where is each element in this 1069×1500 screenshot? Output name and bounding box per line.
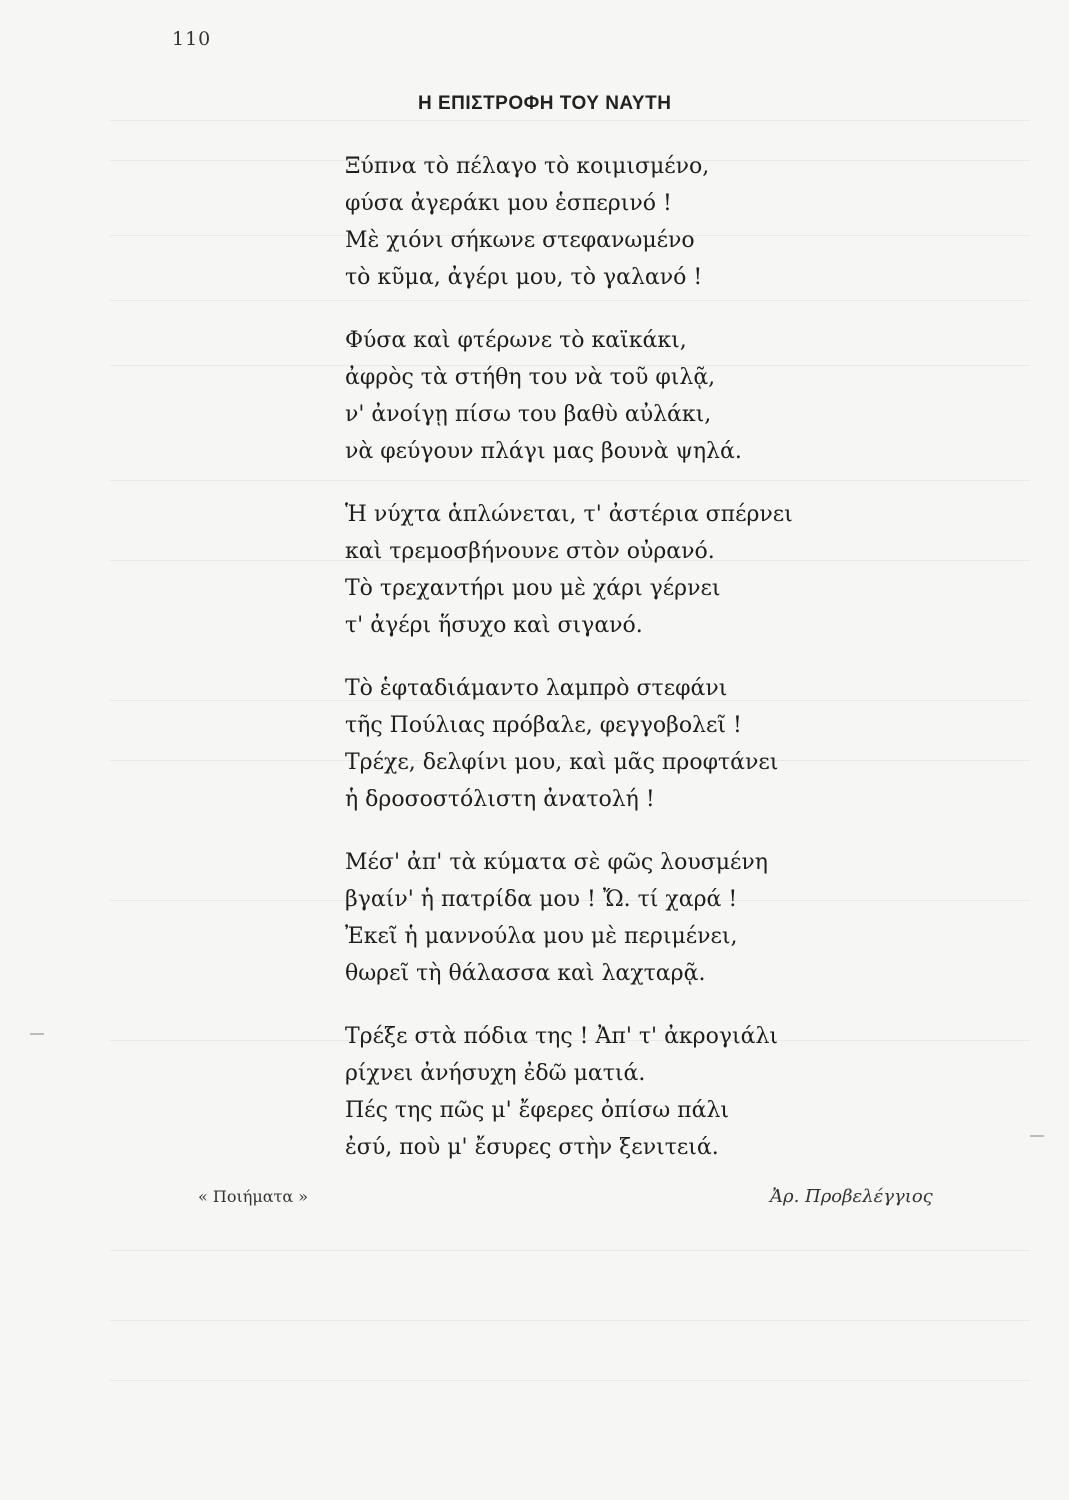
poem-line: φύσα ἀγεράκι μου ἑσπερινό ! — [345, 191, 672, 216]
poem-line: ν' ἀνοίγῃ πίσω του βαθὺ αὐλάκι, — [345, 402, 712, 427]
stanza — [345, 322, 905, 470]
page-number: 110 — [172, 28, 212, 50]
poem-line: Μὲ χιόνι σήκωνε στεφανωμένο — [345, 228, 695, 253]
poem-line: τὸ κῦμα, ἀγέρι μου, τὸ γαλανό ! — [345, 265, 703, 290]
stanza — [345, 496, 905, 644]
poem-title: Η ΕΠΙΣΤΡΟΦΗ ΤΟΥ ΝΑΥΤΗ — [418, 93, 672, 114]
poem-line: ἡ δροσοστόλιστη ἀνατολή ! — [345, 787, 655, 812]
poem-line: Μέσ' ἀπ' τὰ κύματα σὲ φῶς λουσμένη — [345, 850, 768, 875]
poem-line: Ἐκεῖ ἡ μαννούλα μου μὲ περιμένει, — [345, 924, 738, 949]
poem-line: Ξύπνα τὸ πέλαγο τὸ κοιμισμένο, — [345, 154, 710, 179]
poem-line: θωρεῖ τὴ θάλασσα καὶ λαχταρᾷ. — [345, 961, 706, 986]
poem-line: Φύσα καὶ φτέρωνε τὸ καϊκάκι, — [345, 328, 687, 353]
source-citation: « Ποιήματα » — [198, 1187, 309, 1206]
poem-line: Πές της πῶς μ' ἔφερες ὀπίσω πάλι — [345, 1098, 730, 1123]
poem-line: Τρέχε, δελφίνι μου, καὶ μᾶς προφτάνει — [345, 750, 779, 775]
stanza — [345, 1018, 905, 1166]
poem-line: Τὸ ἑφταδιάμαντο λαμπρὸ στεφάνι — [345, 676, 728, 701]
margin-mark — [30, 1033, 44, 1035]
poem-body — [345, 148, 905, 1192]
poem-line: ἐσύ, ποὺ μ' ἔσυρες στὴν ξενιτειά. — [345, 1135, 719, 1160]
poem-line: ἀφρὸς τὰ στήθη του νὰ τοῦ φιλᾷ, — [345, 365, 716, 390]
stanza — [345, 670, 905, 818]
stanza — [345, 148, 905, 296]
poem-line: βγαίν' ἡ πατρίδα μου ! Ὤ. τί χαρά ! — [345, 887, 738, 912]
poem-line: Τὸ τρεχαντήρι μου μὲ χάρι γέρνει — [345, 576, 721, 601]
poem-line: τῆς Πούλιας πρόβαλε, φεγγοβολεῖ ! — [345, 713, 742, 738]
poem-line: Ἡ νύχτα ἁπλώνεται, τ' ἀστέρια σπέρνει — [345, 502, 793, 527]
stanza — [345, 844, 905, 992]
poem-line: ρίχνει ἀνήσυχη ἐδῶ ματιά. — [345, 1061, 646, 1086]
margin-mark — [1030, 1135, 1044, 1137]
poem-line: καὶ τρεμοσβήνουνε στὸν οὐρανό. — [345, 539, 715, 564]
author-signature: Ἀρ. Προβελέγγιος — [770, 1186, 933, 1207]
poem-line: τ' ἀγέρι ἥσυχο καὶ σιγανό. — [345, 613, 643, 638]
poem-line: Τρέξε στὰ πόδια της ! Ἀπ' τ' ἀκρογιάλι — [345, 1024, 779, 1049]
poem-line: νὰ φεύγουν πλάγι μας βουνὰ ψηλά. — [345, 439, 742, 464]
